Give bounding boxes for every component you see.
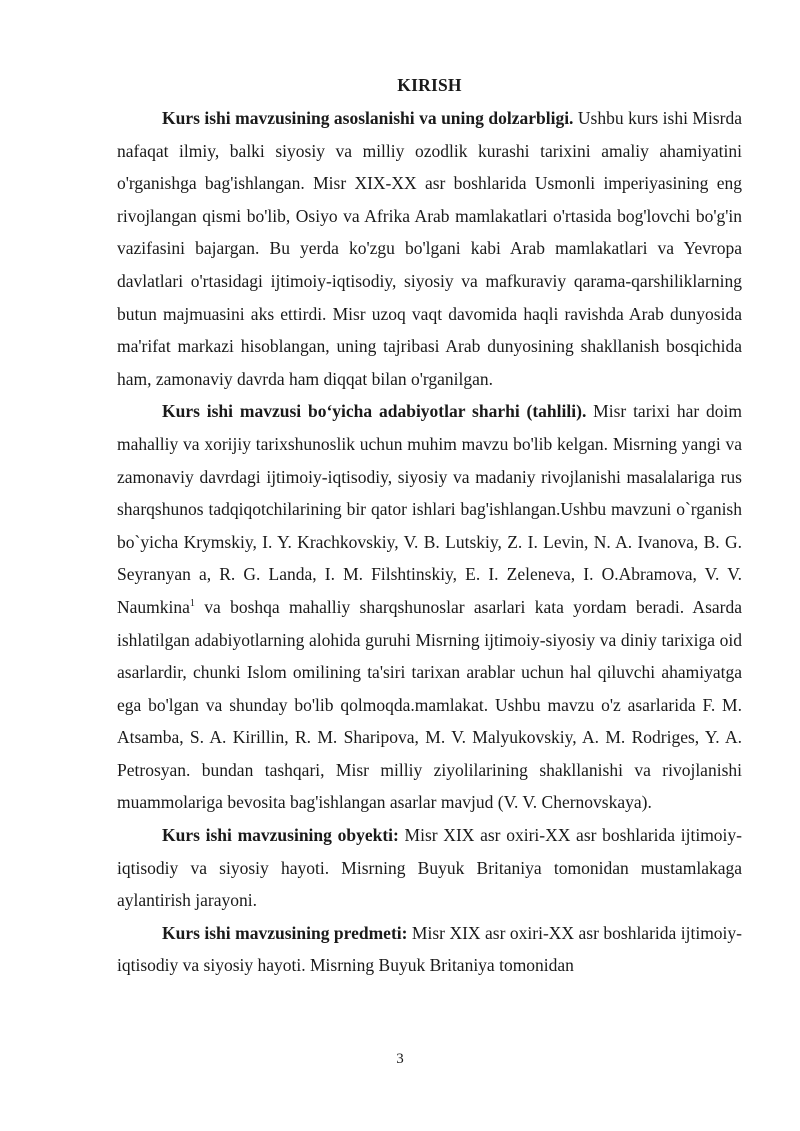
paragraph-lead: Kurs ishi mavzusining asoslanishi va uning dolzarbligi. xyxy=(162,108,574,128)
paragraph-subject xyxy=(117,917,742,982)
footnote-marker[interactable]: 1 xyxy=(189,598,195,610)
document-page xyxy=(117,70,742,982)
paragraph-text: Ushbu kurs ishi Misrda nafaqat ilmiy, balki siyosiy va milliy ozodlik kurashi tarixini amaliy ahamiyatini o'rganishga bag'ishlangan. Misr XIX-XX asr boshlarida Usmonli imperiyasining eng rivojlangan qismi bo'lib, Osiyo va Afrika Arab mamlakatlari o'rtasida bog'lovchi bo'g'in vazifasini bajargan. Bu yerda ko'zgu bo'lgani kabi Arab mamlakatlari va Yevropa davlatlari o'rtasidagi ijtimoiy-iqtisodiy, siyosiy va mafkuraviy qarama-qarshiliklarning butun majmuasini aks ettirdi. Misr uzoq vaqt davomida haqli ravishda Arab dunyosida ma'rifat markazi hisoblangan, uning tajribasi Arab dunyosining shakllanish bosqichida ham, zamonaviy davrda ham diqqat bilan o'rganilgan. xyxy=(117,108,742,389)
paragraph-lead: Kurs ishi mavzusining predmeti: xyxy=(162,922,408,943)
page-number: 3 xyxy=(396,1051,404,1067)
paragraph-object xyxy=(117,819,742,917)
paragraph-lead: Kurs ishi mavzusi bo‘yicha adabiyotlar sharhi (tahlili). xyxy=(162,401,587,422)
paragraph-text: Misr XIX asr oxiri-XX asr boshlarida ijtimoiy-iqtisodiy va siyosiy hayoti. Misrning Buyuk Britaniya tomonidan xyxy=(117,922,742,976)
paragraph-literature-review xyxy=(117,395,742,819)
paragraph-lead: Kurs ishi mavzusining obyekti: xyxy=(162,825,399,846)
paragraph-relevance xyxy=(117,102,742,395)
paragraph-text: Misr XIX asr oxiri-XX asr boshlarida ijtimoiy-iqtisodiy va siyosiy hayoti. Misrning Buyuk Britaniya tomonidan mustamlakaga aylantirish jarayoni. xyxy=(117,825,742,911)
page-title: KIRISH xyxy=(397,75,462,95)
paragraph-text-continued: va boshqa mahalliy sharqshunoslar asarlari kata yordam beradi. Asarda ishlatilgan adabiyotlarning alohida guruhi Misrning ijtimoiy-siyosiy va diniy tarixiga oid asarlardir, chunki Islom omilining ta'siri tarixan arablar uchun hal qiluvchi ahamiyatga ega bo'lgan va shunday bo'lib qolmoqda.mamlakat. Ushbu mavzu o'z asarlarida F. M. Atsamba, S. A. Kirillin, R. M. Sharipova, M. V. Malyukovskiy, A. M. Rodriges, Y. A. Petrosyan. bundan tashqari, Misr milliy ziyolilarining shakllanishi va rivojlanishi muammolariga bevosita bag'ishlangan asarlar mavjud (V. V. Chernovskaya). xyxy=(117,596,742,813)
paragraph-text: Misr tarixi har doim mahalliy va xorijiy tarixshunoslik uchun muhim mavzu bo'lib kelgan. Misrning yangi va zamonaviy davrdagi ijtimoiy-iqtisodiy, siyosiy va madaniy rivojlanishi masalalariga rus sharqshunos tadqiqotchilarining bir qator ishlari bag'ishlangan.Ushbu mavzuni o`rganish bo`yicha Krymskiy, I. Y. Krachkovskiy, V. B. Lutskiy, Z. I. Levin, N. A. Ivanova, B. G. Seyranyan a, R. G. Landa, I. M. Filshtinskiy, E. I. Zeleneva, I. O.Abramova, V. V. Naumkina xyxy=(117,401,743,617)
